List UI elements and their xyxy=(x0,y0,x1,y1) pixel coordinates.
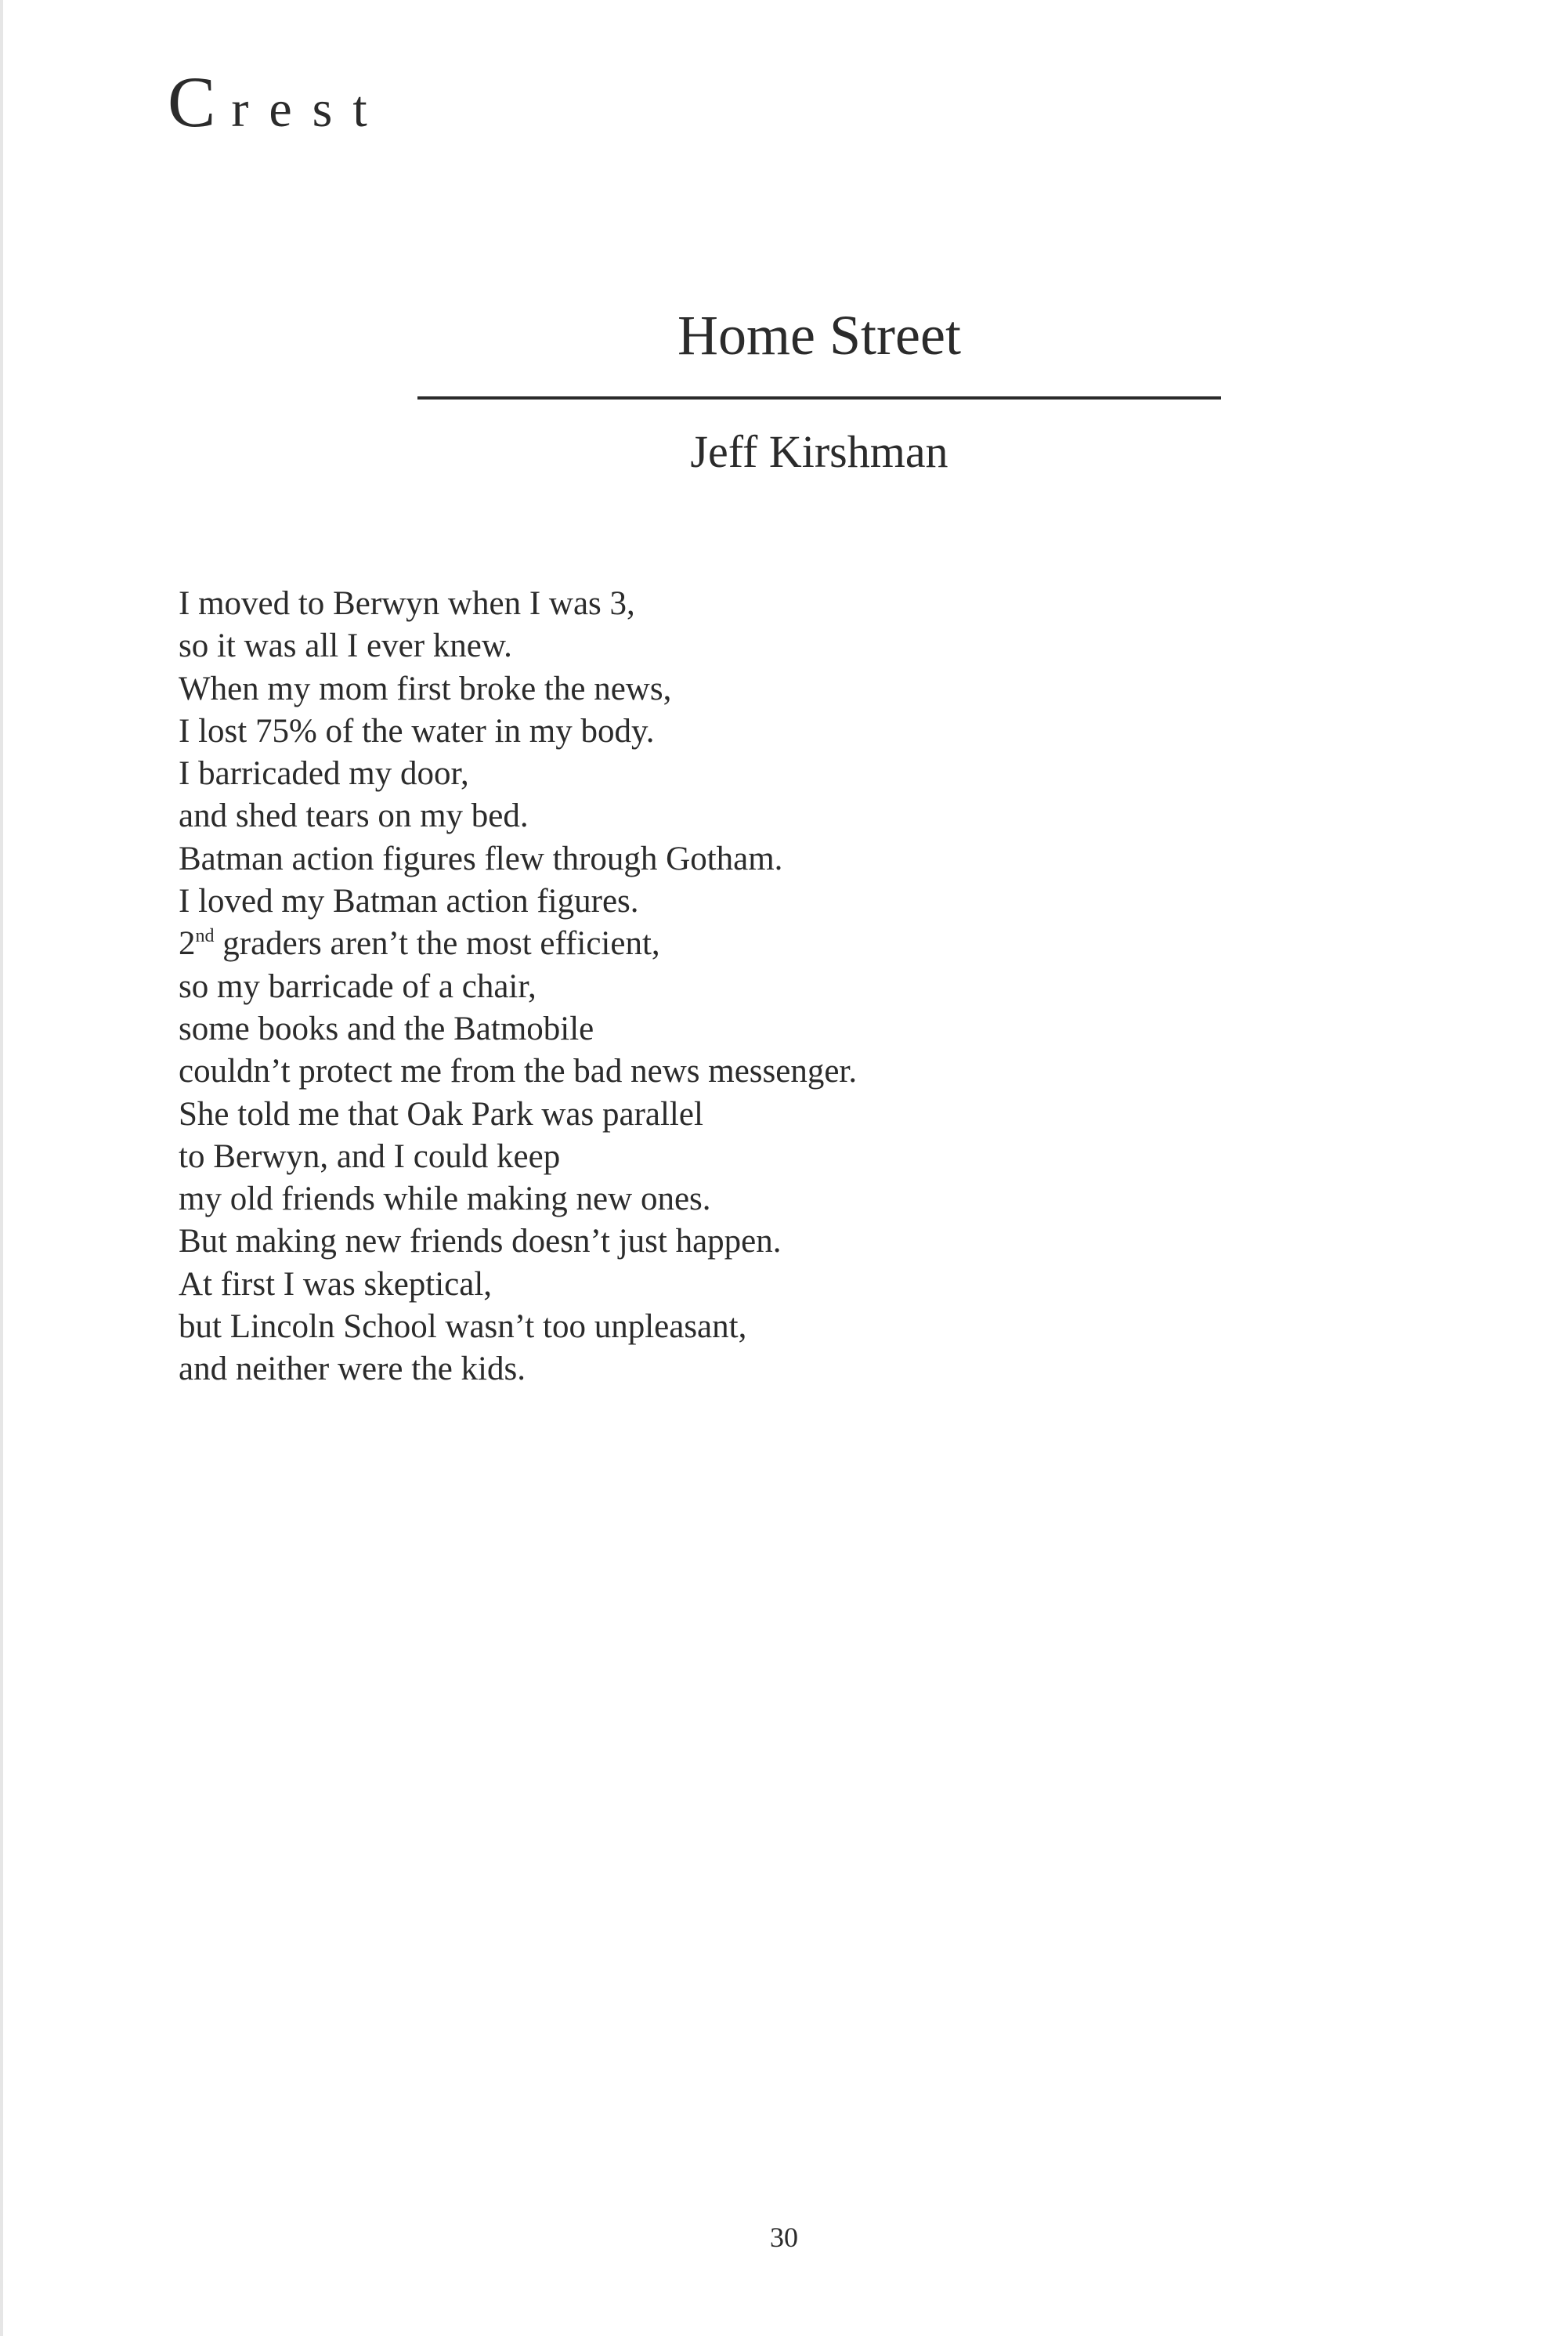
poem-line: some books and the Batmobile xyxy=(179,1010,594,1047)
poem-body xyxy=(179,583,1197,1391)
ordinal-suffix: nd xyxy=(195,926,215,947)
poem-line: At first I was skeptical, xyxy=(179,1265,493,1303)
poem-line: Batman action figures flew through Gotham. xyxy=(179,840,783,877)
poem-line: I moved to Berwyn when I was 3, xyxy=(179,585,635,622)
poem-line: and neither were the kids. xyxy=(179,1351,526,1388)
ordinal-number: 2 xyxy=(179,925,196,963)
poem-line: I lost 75% of the water in my body. xyxy=(179,712,655,750)
poem-line: but Lincoln School wasn’t too unpleasant, xyxy=(179,1308,747,1346)
running-head xyxy=(168,62,388,142)
running-head-rest: rest xyxy=(231,81,388,138)
poem-line: couldn’t protect me from the bad news messenger. xyxy=(179,1053,858,1090)
title-rule xyxy=(417,396,1221,400)
poem-line: But making new friends doesn’t just happen. xyxy=(179,1223,782,1260)
poem-line: When my mom first broke the news, xyxy=(179,670,672,707)
poem-line: and shed tears on my bed. xyxy=(179,797,529,835)
author-name: Jeff Kirshman xyxy=(690,426,948,477)
poem-title: Home Street xyxy=(677,304,961,367)
poem-line: She told me that Oak Park was parallel xyxy=(179,1095,703,1133)
poem-line: so it was all I ever knew. xyxy=(179,627,512,665)
running-head-initial: C xyxy=(168,62,216,142)
poem-line: my old friends while making new ones. xyxy=(179,1181,711,1218)
poem-line: I loved my Batman action figures. xyxy=(179,883,639,920)
poem-line-text: graders aren’t the most efficient, xyxy=(214,925,660,963)
page-number: 30 xyxy=(770,2222,798,2253)
poem-line xyxy=(179,923,1197,965)
poem-line: so my barricade of a chair, xyxy=(179,967,537,1005)
page-edge xyxy=(0,0,3,2336)
title-block xyxy=(417,304,1221,477)
poem-line: to Berwyn, and I could keep xyxy=(179,1137,561,1175)
poem-line: I barricaded my door, xyxy=(179,755,469,793)
